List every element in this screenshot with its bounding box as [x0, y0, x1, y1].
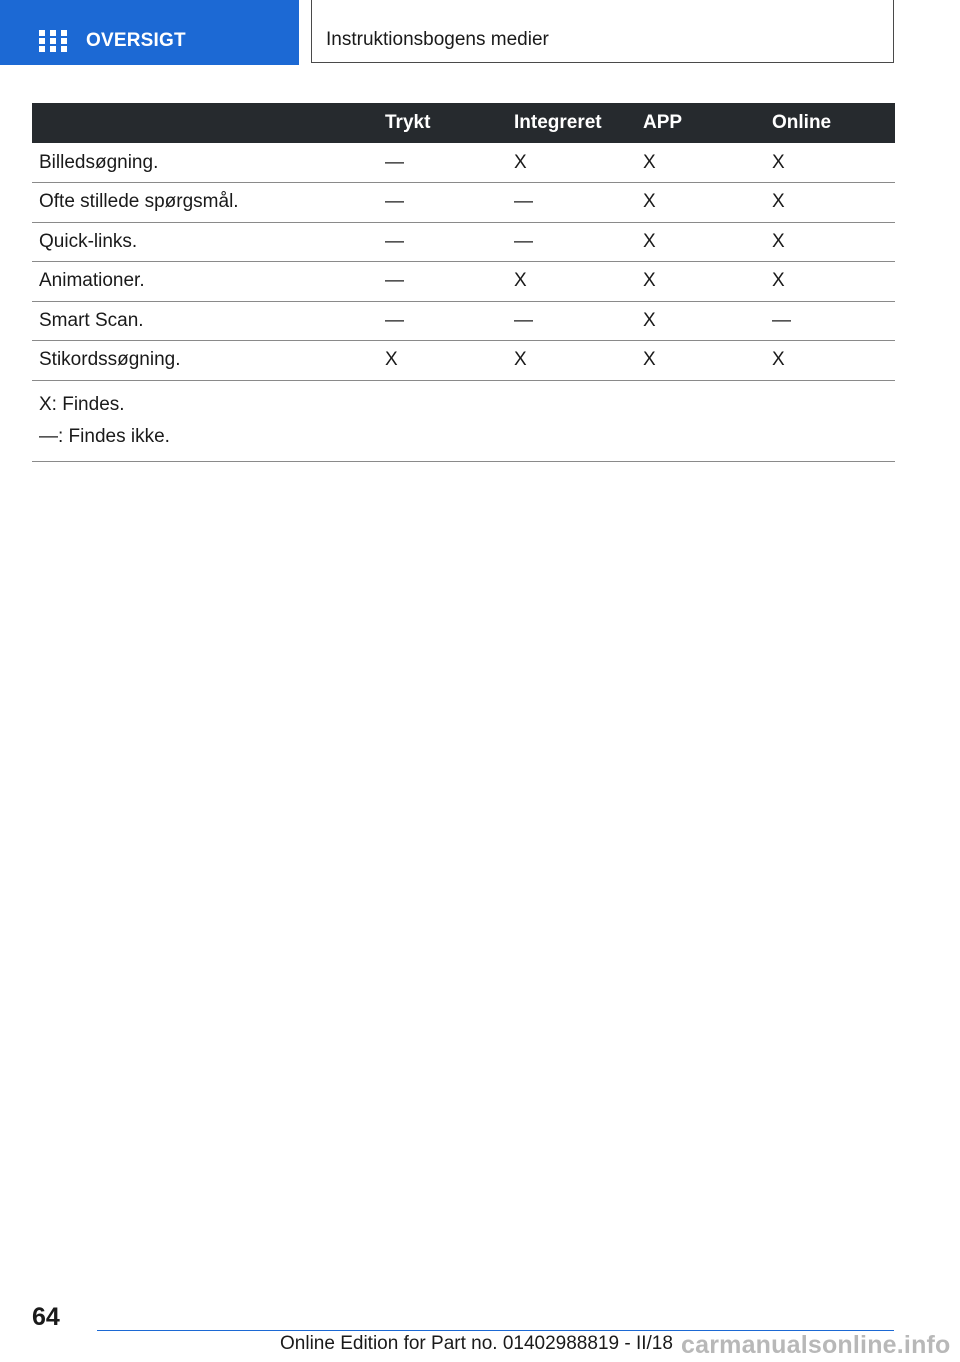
table-legend-row: [32, 380, 895, 461]
availability-cell: X: [636, 222, 765, 262]
legend-unavailable: —: Findes ikke.: [39, 425, 170, 447]
feature-cell: Smart Scan.: [32, 301, 378, 341]
table-header-row: [32, 103, 895, 143]
availability-cell: X: [636, 301, 765, 341]
availability-cell: X: [636, 143, 765, 183]
availability-cell: X: [636, 341, 765, 381]
availability-cell: —: [378, 222, 507, 262]
table-row: [32, 341, 895, 381]
watermark-text: carmanualsonline.info: [681, 1331, 951, 1359]
availability-cell: —: [378, 143, 507, 183]
availability-cell: —: [507, 183, 636, 223]
column-header-feature: [32, 103, 378, 143]
availability-cell: X: [765, 222, 895, 262]
availability-cell: —: [378, 301, 507, 341]
availability-cell: X: [636, 183, 765, 223]
table-row: [32, 143, 895, 183]
availability-cell: X: [378, 341, 507, 381]
table-row: [32, 183, 895, 223]
availability-cell: X: [507, 262, 636, 302]
availability-cell: —: [378, 183, 507, 223]
legend-available: X: Findes.: [39, 393, 125, 415]
chapter-header: [311, 0, 894, 63]
feature-cell: Ofte stillede spørgsmål.: [32, 183, 378, 223]
feature-cell: Quick-links.: [32, 222, 378, 262]
availability-cell: X: [507, 143, 636, 183]
availability-cell: X: [507, 341, 636, 381]
availability-cell: —: [507, 301, 636, 341]
availability-cell: X: [765, 183, 895, 223]
feature-cell: Billedsøgning.: [32, 143, 378, 183]
availability-cell: —: [378, 262, 507, 302]
chapter-title: Instruktionsbogens medier: [326, 29, 549, 50]
table-row: [32, 222, 895, 262]
column-header-integrated: Integreret: [507, 103, 636, 143]
availability-cell: X: [765, 262, 895, 302]
feature-cell: Stikordssøgning.: [32, 341, 378, 381]
availability-cell: X: [636, 262, 765, 302]
column-header-app: APP: [636, 103, 765, 143]
table-row: [32, 262, 895, 302]
page-number: 64: [32, 1303, 60, 1331]
overview-section-button[interactable]: [0, 0, 299, 65]
table-legend: [32, 380, 895, 461]
edition-text: Online Edition for Part no. 01402988819 - II/18: [280, 1333, 673, 1354]
availability-cell: X: [765, 341, 895, 381]
column-header-online: Online: [765, 103, 895, 143]
media-availability-table: [32, 103, 895, 462]
feature-cell: Animationer.: [32, 262, 378, 302]
column-header-printed: Trykt: [378, 103, 507, 143]
table-row: [32, 301, 895, 341]
grid-icon: [39, 30, 67, 52]
availability-cell: —: [765, 301, 895, 341]
availability-cell: X: [765, 143, 895, 183]
section-label: OVERSIGT: [86, 30, 186, 51]
availability-cell: —: [507, 222, 636, 262]
